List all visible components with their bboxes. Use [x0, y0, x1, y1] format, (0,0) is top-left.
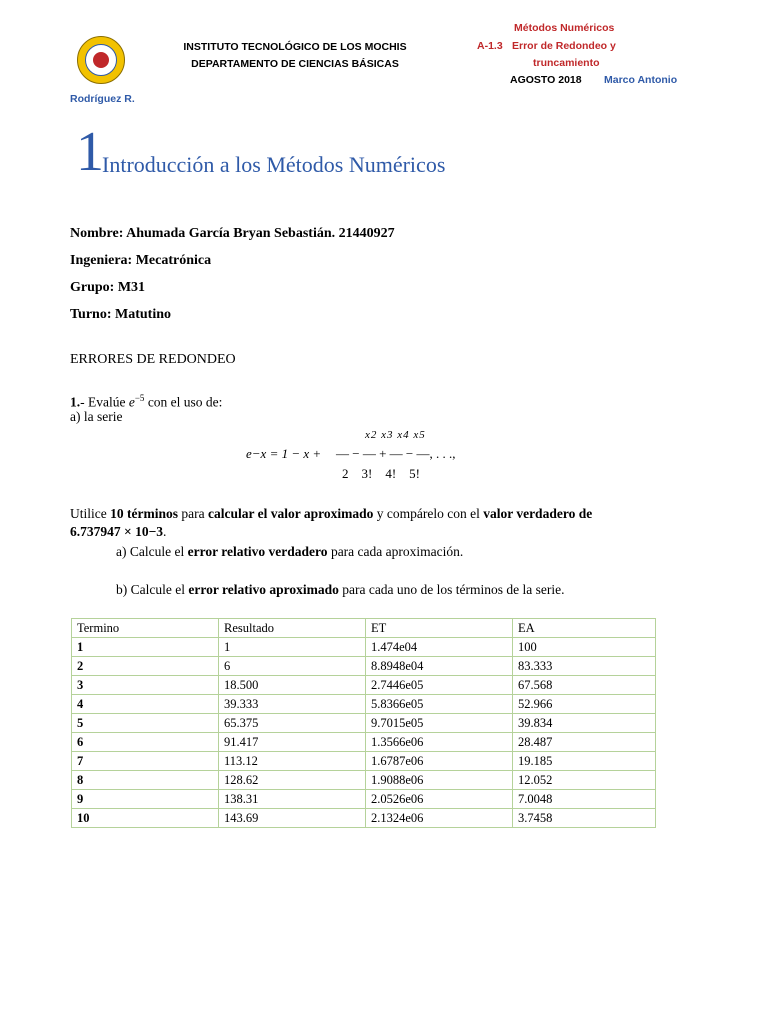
problem-intro-exp: −5 — [134, 393, 145, 403]
cell-termino: 10 — [72, 809, 219, 828]
item-a-post: para cada aproximación. — [327, 544, 464, 559]
cell-termino: 8 — [72, 771, 219, 790]
section-title: ERRORES DE REDONDEO — [70, 352, 236, 367]
cell-termino: 2 — [72, 657, 219, 676]
cell-termino: 7 — [72, 752, 219, 771]
cell-resultado: 18.500 — [219, 676, 366, 695]
cell-et: 5.8366e05 — [366, 695, 513, 714]
header-termino: Termino — [72, 619, 219, 638]
cell-ea: 28.487 — [513, 733, 656, 752]
cell-ea: 83.333 — [513, 657, 656, 676]
problem-number: 1. — [70, 394, 81, 410]
cell-et: 1.6787e06 — [366, 752, 513, 771]
item-b — [116, 581, 565, 599]
instruction-mid1: para — [178, 506, 208, 521]
cell-termino: 9 — [72, 790, 219, 809]
cell-ea: 52.966 — [513, 695, 656, 714]
logo-seal-icon — [85, 44, 117, 76]
cell-et: 8.8948e04 — [366, 657, 513, 676]
student-career: Ingeniera: Mecatrónica — [70, 253, 212, 268]
instruction-terms: 10 términos — [110, 506, 178, 521]
instruction-paragraph — [70, 505, 670, 541]
table-row — [72, 790, 656, 809]
item-b-bold: error relativo aproximado — [188, 582, 339, 597]
instruction-calc: calcular el valor aproximado — [207, 506, 374, 521]
table-row — [72, 771, 656, 790]
date: AGOSTO 2018 — [510, 74, 582, 86]
cell-ea: 39.834 — [513, 714, 656, 733]
cell-ea: 100 — [513, 638, 656, 657]
instruction-value: 6.737947 × 10−3 — [70, 524, 164, 539]
activity-code: A-1.3 — [477, 40, 503, 52]
table-header-row — [72, 619, 656, 638]
formula-denominators: 2 3! 4! 5! — [342, 466, 420, 481]
activity-title-line2: truncamiento — [533, 57, 600, 69]
chapter-number: 1 — [76, 121, 104, 183]
table-row — [72, 809, 656, 828]
instruction-mid2: y compárelo con el — [373, 506, 484, 521]
cell-termino: 4 — [72, 695, 219, 714]
table-row — [72, 676, 656, 695]
item-b-post: para cada uno de los términos de la serie. — [338, 582, 565, 597]
cell-termino: 1 — [72, 638, 219, 657]
cell-resultado: 91.417 — [219, 733, 366, 752]
cell-termino: 3 — [72, 676, 219, 695]
cell-termino: 6 — [72, 733, 219, 752]
formula-bars: — − — + — − —, . . ., — [336, 446, 456, 461]
item-b-pre: b) Calcule el — [116, 582, 189, 597]
formula-numerators: x2 x3 x4 x5 — [365, 429, 426, 441]
header-resultado: Resultado — [219, 619, 366, 638]
student-name: Nombre: Ahumada García Bryan Sebastián. 21440927 — [70, 226, 395, 241]
cell-et: 1.3566e06 — [366, 733, 513, 752]
cell-resultado: 128.62 — [219, 771, 366, 790]
cell-et: 1.474e04 — [366, 638, 513, 657]
cell-ea: 67.568 — [513, 676, 656, 695]
cell-resultado: 6 — [219, 657, 366, 676]
table-row — [72, 638, 656, 657]
part-a-label: a) la serie — [70, 409, 123, 424]
teacher-first-name: Marco Antonio — [604, 74, 678, 86]
department-name: DEPARTAMENTO DE CIENCIAS BÁSICAS — [191, 58, 399, 70]
table-row — [72, 733, 656, 752]
cell-resultado: 138.31 — [219, 790, 366, 809]
problem-intro-base: e — [128, 394, 135, 410]
cell-et: 2.1324e06 — [366, 809, 513, 828]
teacher-last-name: Rodríguez R. — [70, 93, 135, 105]
cell-et: 9.7015e05 — [366, 714, 513, 733]
chapter-title: Introducción a los Métodos Numéricos — [102, 152, 446, 177]
instruction-true: valor verdadero de — [483, 506, 593, 521]
institute-name: INSTITUTO TECNOLÓGICO DE LOS MOCHIS — [183, 41, 407, 53]
item-a — [116, 543, 463, 561]
cell-resultado: 39.333 — [219, 695, 366, 714]
item-a-pre: a) Calcule el — [116, 544, 188, 559]
header-et: ET — [366, 619, 513, 638]
instruction-pre: Utilice — [70, 506, 111, 521]
cell-resultado: 65.375 — [219, 714, 366, 733]
problem-intro-rest: con el uso de: — [144, 394, 223, 410]
cell-et: 2.7446e05 — [366, 676, 513, 695]
cell-ea: 19.185 — [513, 752, 656, 771]
institute-logo — [77, 36, 125, 84]
instruction-end: . — [163, 524, 167, 539]
cell-ea: 12.052 — [513, 771, 656, 790]
cell-et: 2.0526e06 — [366, 790, 513, 809]
table-row — [72, 752, 656, 771]
student-group: Grupo: M31 — [70, 280, 146, 295]
cell-termino: 5 — [72, 714, 219, 733]
table-row — [72, 657, 656, 676]
cell-et: 1.9088e06 — [366, 771, 513, 790]
cell-resultado: 113.12 — [219, 752, 366, 771]
cell-resultado: 1 — [219, 638, 366, 657]
activity-title-line1: Error de Redondeo y — [512, 40, 616, 52]
student-shift: Turno: Matutino — [70, 307, 172, 322]
table-row — [72, 695, 656, 714]
table-row — [72, 714, 656, 733]
cell-ea: 7.0048 — [513, 790, 656, 809]
header-ea: EA — [513, 619, 656, 638]
cell-ea: 3.7458 — [513, 809, 656, 828]
results-table — [71, 618, 656, 828]
formula-lhs: e−x = 1 − x + — [246, 446, 322, 461]
course-name: Métodos Numéricos — [514, 22, 615, 34]
item-a-bold: error relativo verdadero — [187, 544, 328, 559]
problem-intro-dash: - Evalúe — [80, 394, 129, 410]
cell-resultado: 143.69 — [219, 809, 366, 828]
